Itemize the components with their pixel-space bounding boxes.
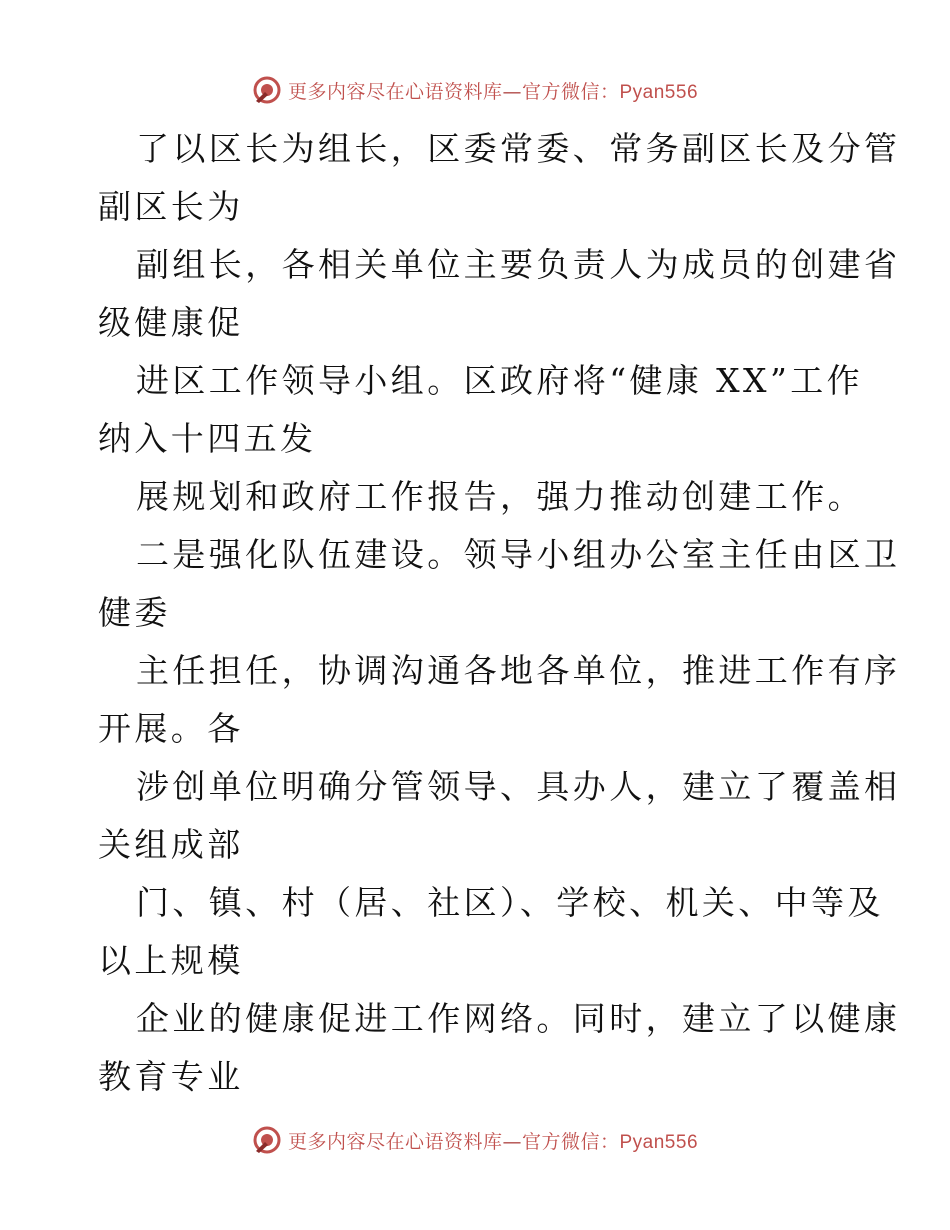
document-body — [98, 120, 901, 1106]
paragraph — [98, 236, 901, 352]
footer-banner-text — [288, 1127, 698, 1154]
header-site-text: 更多内容尽在心语资料库 — [287, 80, 503, 103]
paragraph-line: 了以区长为组长，区委常委、常务副区长及分管 — [136, 129, 901, 168]
paragraph-line: 进区工作领导小组。区政府将“健康 XX”工作 — [136, 361, 864, 400]
paragraph-line: 以上规模 — [98, 941, 244, 980]
paragraph-line: 涉创单位明确分管领导、具办人，建立了覆盖相 — [136, 767, 901, 806]
paragraph-line: 副组长，各相关单位主要负责人为成员的创建省 — [136, 245, 901, 284]
paragraph-line: 纳入十四五发 — [98, 419, 317, 458]
paragraph-line: 企业的健康促进工作网络。同时，建立了以健康 — [136, 999, 901, 1038]
paragraph — [98, 642, 901, 758]
footer-banner — [0, 1120, 950, 1160]
paragraph-line: 关组成部 — [98, 825, 244, 864]
header-wechat-id: Pyan556 — [619, 81, 699, 103]
paragraph-line: 二是强化队伍建设。领导小组办公室主任由区卫 — [136, 535, 901, 574]
header-banner-text — [288, 77, 698, 104]
pen-logo-icon — [252, 75, 282, 105]
paragraph — [98, 990, 901, 1106]
footer-wechat-label: 官方微信： — [521, 1130, 620, 1153]
paragraph-line: 教育专业 — [98, 1057, 244, 1096]
footer-dash: — — [502, 1130, 522, 1153]
paragraph — [98, 874, 884, 990]
header-wechat-label: 官方微信： — [521, 80, 620, 103]
paragraph-line: 主任担任，协调沟通各地各单位，推进工作有序 — [136, 651, 901, 690]
paragraph — [98, 120, 901, 236]
paragraph-line: 副区长为 — [98, 187, 244, 226]
paragraph-line: 展规划和政府工作报告，强力推动创建工作。 — [136, 477, 864, 516]
footer-site-text: 更多内容尽在心语资料库 — [287, 1130, 503, 1153]
paragraph — [98, 758, 901, 874]
pen-logo-icon — [252, 1125, 282, 1155]
paragraph — [98, 352, 864, 468]
paragraph-line: 开展。各 — [98, 709, 244, 748]
paragraph-line: 健委 — [98, 593, 171, 632]
header-dash: — — [502, 80, 522, 103]
footer-wechat-id: Pyan556 — [619, 1131, 699, 1153]
paragraph-line: 门、镇、村（居、社区）、学校、机关、中等及 — [136, 883, 884, 922]
paragraph-line: 级健康促 — [98, 303, 244, 342]
paragraph — [98, 468, 864, 526]
paragraph — [98, 526, 901, 642]
header-banner — [0, 70, 950, 110]
